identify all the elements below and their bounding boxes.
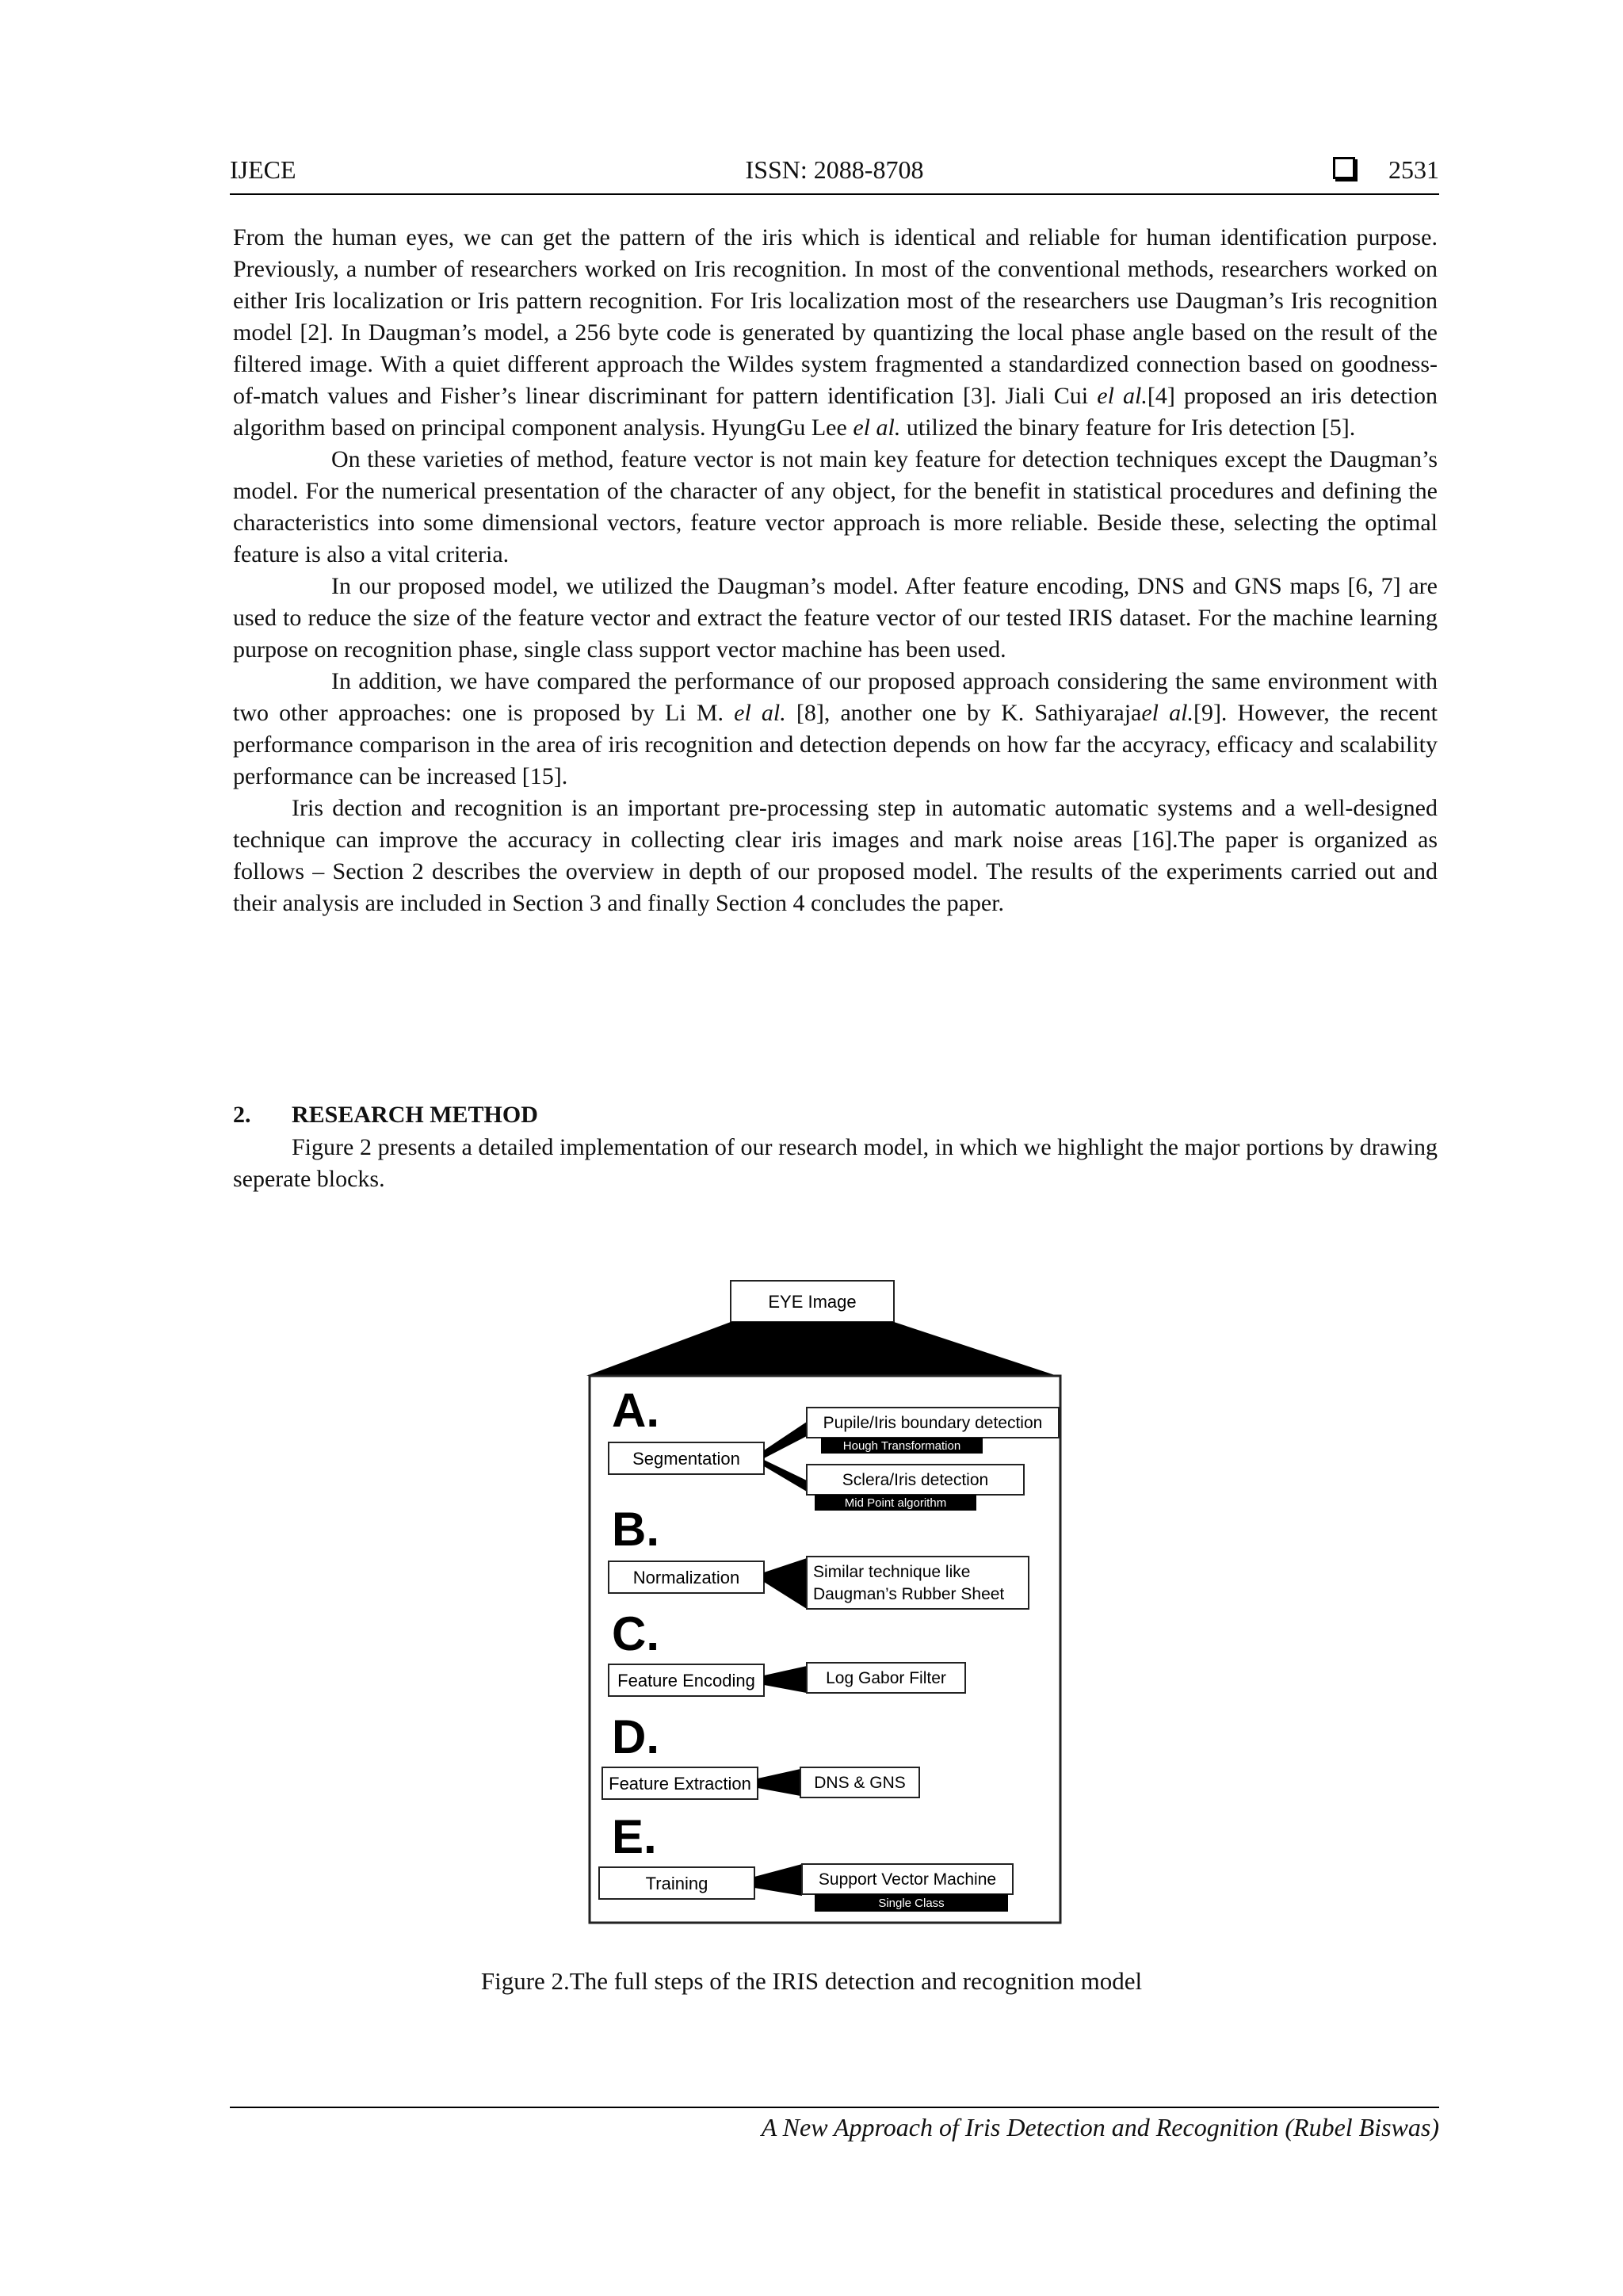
figure-2 xyxy=(586,1268,1078,1934)
hough-label: Hough Transformation xyxy=(842,1439,961,1453)
paragraph-4: In addition, we have compared the performance of our proposed approach considering the same environment with two other approaches: one is proposed by Li M. el al. [8], another one by K. Sathiyarajael al.[9]. However, the recent performance comparison in the area of iris recognition and detection depends on how far the accyracy, efficacy and scalability performance can be increased [15]. xyxy=(233,668,1438,789)
issn-label: ISSN: 2088-8708 xyxy=(745,155,924,184)
dns-gns-label: DNS & GNS xyxy=(814,1774,906,1792)
log-gabor-label: Log Gabor Filter xyxy=(826,1669,946,1687)
feature-encoding-label: Feature Encoding xyxy=(617,1671,755,1690)
section-number: 2. xyxy=(233,1102,251,1128)
paragraph-1: From the human eyes, we can get the pattern of the iris which is identical and reliable for human identification purpose. Previously, a number of researchers worked on Iris recognition. In most of the conventional methods, researchers worked on either Iris localization or Iris pattern recognition. For Iris localization most of the researchers use Daugman’s Iris recognition model [2]. In Daugman’s model, a 256 byte code is generated by quantizing the local phase angle based on the result of the filtered image. With a quiet different approach the Wildes system fragmented a standardized connection based on goodness-of-match values and Fisher’s linear discriminant for pattern identification [3]. Jiali Cui el al.[4] proposed an iris detection algorithm based on principal component analysis. HyungGu Lee el al. utilized the binary feature for Iris detection [5]. xyxy=(233,224,1438,441)
sclera-iris-label: Sclera/Iris detection xyxy=(842,1471,989,1489)
figure-caption: Figure 2.The full steps of the IRIS detection and recognition model xyxy=(480,1967,1143,1995)
rubber-sheet-line2: Daugman’s Rubber Sheet xyxy=(813,1585,1005,1603)
page-header xyxy=(230,155,1439,195)
section-body xyxy=(233,1132,1438,1195)
checkbox-bullet-icon xyxy=(1333,157,1355,179)
section-title: RESEARCH METHOD xyxy=(292,1102,538,1128)
step-letter-e: E. xyxy=(612,1810,657,1863)
footer-rule xyxy=(230,2107,1439,2108)
paragraph-2: On these varieties of method, feature vector is not main key feature for detection techniques except the Daugman’s model. For the numerical presentation of the character of any object, for the benefit in statistical procedures and defining the characteristics into some dimensional vectors, feature vector approach is more reliable. Beside these, selecting the optimal feature is also a vital criteria. xyxy=(233,446,1438,567)
single-class-label: Single Class xyxy=(878,1897,945,1910)
journal-name: IJECE xyxy=(230,155,296,184)
step-letter-b: B. xyxy=(612,1503,659,1556)
training-label: Training xyxy=(645,1874,708,1893)
normalization-label: Normalization xyxy=(632,1568,740,1587)
midpoint-label: Mid Point algorithm xyxy=(844,1496,947,1510)
page-number-block xyxy=(1333,155,1439,185)
page-footer: A New Approach of Iris Detection and Recognition (Rubel Biswas) xyxy=(761,2113,1439,2141)
step-letter-c: C. xyxy=(612,1607,659,1660)
step-letter-d: D. xyxy=(612,1710,659,1763)
section-heading xyxy=(233,1102,538,1129)
pupil-iris-label: Pupile/Iris boundary detection xyxy=(823,1414,1043,1432)
page-number: 2531 xyxy=(1388,155,1439,184)
step-letter-a: A. xyxy=(612,1384,659,1437)
section-paragraph: Figure 2 presents a detailed implementation of our research model, in which we highlight the major portions by drawing seperate blocks. xyxy=(233,1134,1438,1192)
eye-image-label: EYE Image xyxy=(768,1292,857,1312)
svm-label: Support Vector Machine xyxy=(818,1870,997,1889)
paragraph-5: Iris dection and recognition is an important pre-processing step in automatic automatic systems and a well-designed technique can improve the accuracy in collecting clear iris images and mark noise areas [16].The paper is organized as follows – Section 2 describes the overview in depth of our proposed model. The results of the experiments carried out and their analysis are included in Section 3 and finally Section 4 concludes the paper. xyxy=(233,795,1438,916)
rubber-sheet-line1: Similar technique like xyxy=(813,1563,971,1581)
funnel-shape xyxy=(586,1322,1057,1376)
paragraph-3: In our proposed model, we utilized the Daugman’s model. After feature encoding, DNS and GNS maps [6, 7] are used to reduce the size of the feature vector and extract the feature vector of our tested IRIS dataset. For the machine learning purpose on recognition phase, single class support vector machine has been used. xyxy=(233,573,1438,663)
segmentation-label: Segmentation xyxy=(632,1449,740,1469)
feature-extraction-label: Feature Extraction xyxy=(609,1774,751,1794)
body-text xyxy=(233,222,1438,919)
